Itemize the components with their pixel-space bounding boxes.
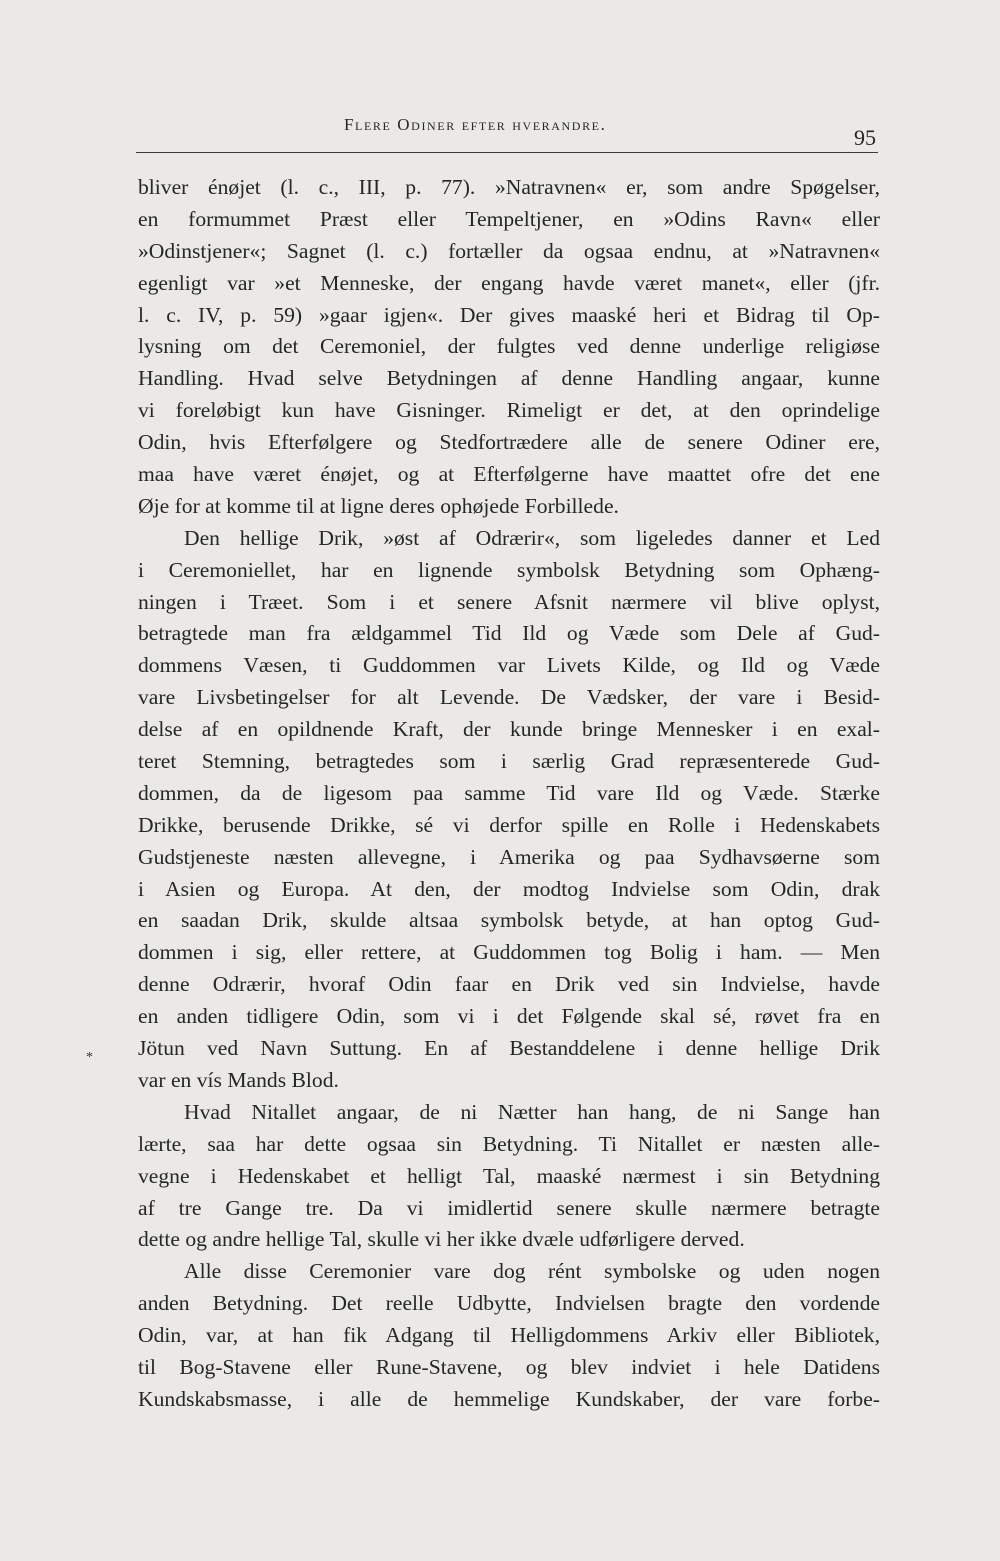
text-line: ningen i Træet. Som i et senere Afsnit nærmere vil blive oplyst, (138, 589, 880, 614)
text-line: Odin, var, at han fik Adgang til Helligdommens Arkiv eller Bibliotek, (138, 1323, 880, 1348)
text-line: Alle disse Ceremonier vare dog rént symbolske og uden nogen (184, 1259, 880, 1284)
text-line: bliver énøjet (l. c., III, p. 77). »Natravnen« er, som andre Spøgelser, (138, 175, 880, 199)
text-line: Kundskabsmasse, i alle de hemmelige Kundskaber, der vare forbe- (138, 1386, 880, 1411)
text-line: Handling. Hvad selve Betydningen af denne Handling angaar, kunne (138, 366, 880, 391)
text-line: maa have været énøjet, og at Efterfølgerne have maattet ofre det ene (138, 462, 880, 487)
text-line: delse af en opildnende Kraft, der kunde bringe Mennesker i en exal- (138, 717, 880, 742)
text-line: »Odinstjener«; Sagnet (l. c.) fortæller da ogsaa endnu, at »Natravnen« (138, 238, 880, 263)
text-line: lysning om det Ceremoniel, der fulgtes ved denne underlige religiøse (138, 334, 880, 359)
text-line: en saadan Drik, skulde altsaa symbolsk betyde, at han optog Gud- (138, 908, 880, 933)
text-line: var en vís Mands Blod. (138, 1067, 339, 1092)
text-line: Drikke, berusende Drikke, sé vi derfor spille en Rolle i Hedenskabets (138, 812, 880, 837)
text-line: Hvad Nitallet angaar, de ni Nætter han hang, de ni Sange han (184, 1099, 880, 1124)
text-line: denne Odrærir, hvoraf Odin faar en Drik ved sin Indvielse, havde (138, 972, 880, 997)
text-line: Jötun ved Navn Suttung. En af Bestanddelene i denne hellige Drik (138, 1036, 880, 1061)
text-line: dommen i sig, eller rettere, at Guddommen tog Bolig i ham. — Men (138, 940, 880, 965)
text-line: Odin, hvis Efterfølgere og Stedfortrædere alle de senere Odiner ere, (138, 430, 880, 455)
margin-mark: * (86, 1050, 93, 1065)
text-line: en anden tidligere Odin, som vi i det Følgende skal sé, røvet fra en (138, 1004, 880, 1029)
text-line: Øje for at komme til at ligne deres ophøjede Forbillede. (138, 493, 619, 518)
text-line: dommens Væsen, ti Guddommen var Livets Kilde, og Ild og Væde (138, 653, 880, 678)
text-line: l. c. IV, p. 59) »gaar igjen«. Der gives maaské heri et Bidrag til Op- (138, 302, 880, 327)
text-line: dette og andre hellige Tal, skulle vi her ikke dvæle udførligere derved. (138, 1227, 745, 1252)
text-line: vare Livsbetingelser for alt Levende. De Vædsker, der vare i Besid- (138, 685, 880, 710)
text-line: i Asien og Europa. At den, der modtog Indvielse som Odin, drak (138, 876, 880, 901)
body-text (138, 172, 880, 1416)
text-line: Den hellige Drik, »øst af Odrærir«, som ligeledes danner et Led (184, 525, 880, 550)
page-number: 95 (854, 125, 876, 150)
text-line: en formummet Præst eller Tempeltjener, en »Odins Ravn« eller (138, 206, 880, 231)
text-line: lærte, saa har dette ogsaa sin Betydning. Ti Nitallet er næsten alle- (138, 1131, 880, 1156)
text-line: vi foreløbigt kun have Gisninger. Rimeligt er det, at den oprindelige (138, 398, 880, 423)
text-line: teret Stemning, betragtedes som i særlig Grad repræsenterede Gud- (138, 749, 880, 774)
text-line: vegne i Hedenskabet et helligt Tal, maaské nærmest i sin Betydning (138, 1163, 880, 1188)
text-line: af tre Gange tre. Da vi imidlertid senere skulle nærmere betragte (138, 1195, 880, 1220)
running-title: Flere Odiner efter hverandre. (344, 115, 607, 134)
text-line: dommen, da de ligesom paa samme Tid vare Ild og Væde. Stærke (138, 780, 880, 805)
text-line: til Bog-Stavene eller Rune-Stavene, og blev indviet i hele Datidens (138, 1354, 880, 1379)
text-line: Gudstjeneste næsten allevegne, i Amerika og paa Sydhavsøerne som (138, 844, 880, 869)
text-line: anden Betydning. Det reelle Udbytte, Indvielsen bragte den vordende (138, 1291, 880, 1316)
text-line: i Ceremoniellet, har en lignende symbolsk Betydning som Ophæng- (138, 557, 880, 582)
running-head (136, 112, 878, 153)
text-line: betragtede man fra ældgammel Tid Ild og Væde som Dele af Gud- (138, 621, 880, 646)
text-line: egenligt var »et Menneske, der engang havde været manet«, eller (jfr. (138, 270, 880, 295)
